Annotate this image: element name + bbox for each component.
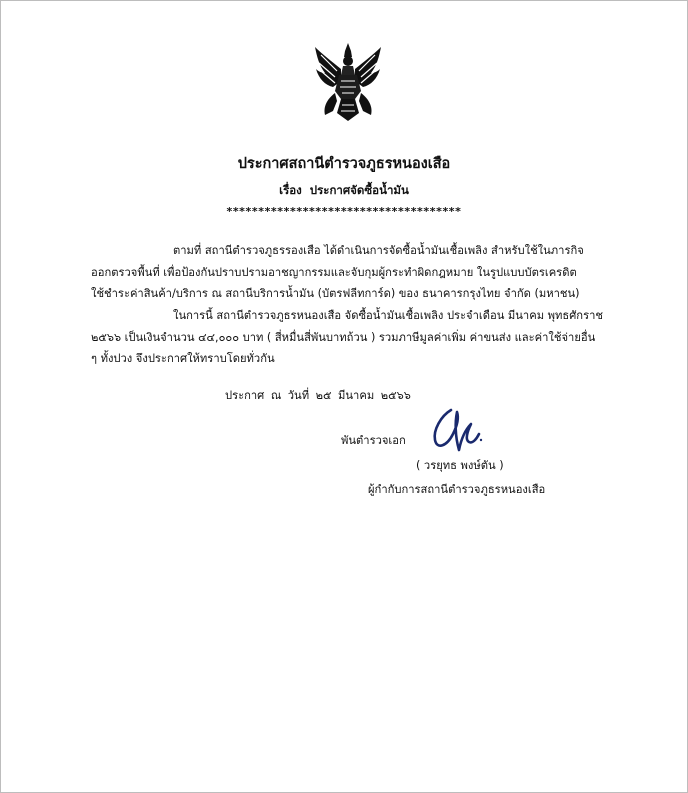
paragraph-line: ในการนี้ สถานีตำรวจภูธรหนองเสือ จัดซื้อน้ำมันเชื้อเพลิง ประจำเดือน มีนาคม พุทธศักราช (173, 309, 603, 322)
paragraph-line: ออกตรวจพื้นที่ เพื่อป้องกันปราบปรามอาชญากรรมและจับกุมผู้กระทำผิดกฎหมาย ในรูปแบบบัตรเครดิต (91, 265, 577, 279)
document-title: ประกาศสถานีตำรวจภูธรหนองเสือ (237, 156, 451, 172)
paragraph-2 (91, 305, 631, 370)
handwritten-signature (429, 404, 485, 456)
signer-rank: พันตำรวจเอก (341, 434, 406, 447)
paragraph-line: ตามที่ สถานีตำรวจภูธรรองเสือ ได้ดำเนินการจัดซื้อน้ำมันเชื้อเพลิง สำหรับใช้ในภารกิจ (173, 244, 584, 257)
document-subject: เรื่อง ประกาศจัดซื้อน้ำมัน (279, 183, 409, 197)
paragraph-line: ๒๕๖๖ เป็นเงินจำนวน ๔๔,๐๐๐ บาท ( สี่หมื่นสี่พันบาทถ้วน ) รวมภาษีมูลค่าเพิ่ม ค่าขนส่ง และค่าใช้จ่ายอื่น (91, 330, 596, 344)
garuda-emblem-icon (311, 41, 385, 123)
paragraph-1 (91, 240, 631, 305)
signer-position: ผู้กำกับการสถานีตำรวจภูธรหนองเสือ (368, 483, 546, 496)
signer-name: ( วรยุทธ พงษ์ตัน ) (416, 459, 504, 472)
paragraph-line: ใช้ชำระค่าสินค้า/บริการ ณ สถานีบริการน้ำมัน (บัตรฟลีทการ์ด) ของ ธนาคารกรุงไทย จำกัด (มหาชน) (91, 287, 580, 300)
separator-line: ************************************* (226, 205, 462, 218)
announcement-date: ประกาศ ณ วันที่ ๒๕ มีนาคม ๒๕๖๖ (225, 389, 411, 402)
paragraph-line: ๆ ทั้งปวง จึงประกาศให้ทราบโดยทั่วกัน (91, 352, 275, 365)
